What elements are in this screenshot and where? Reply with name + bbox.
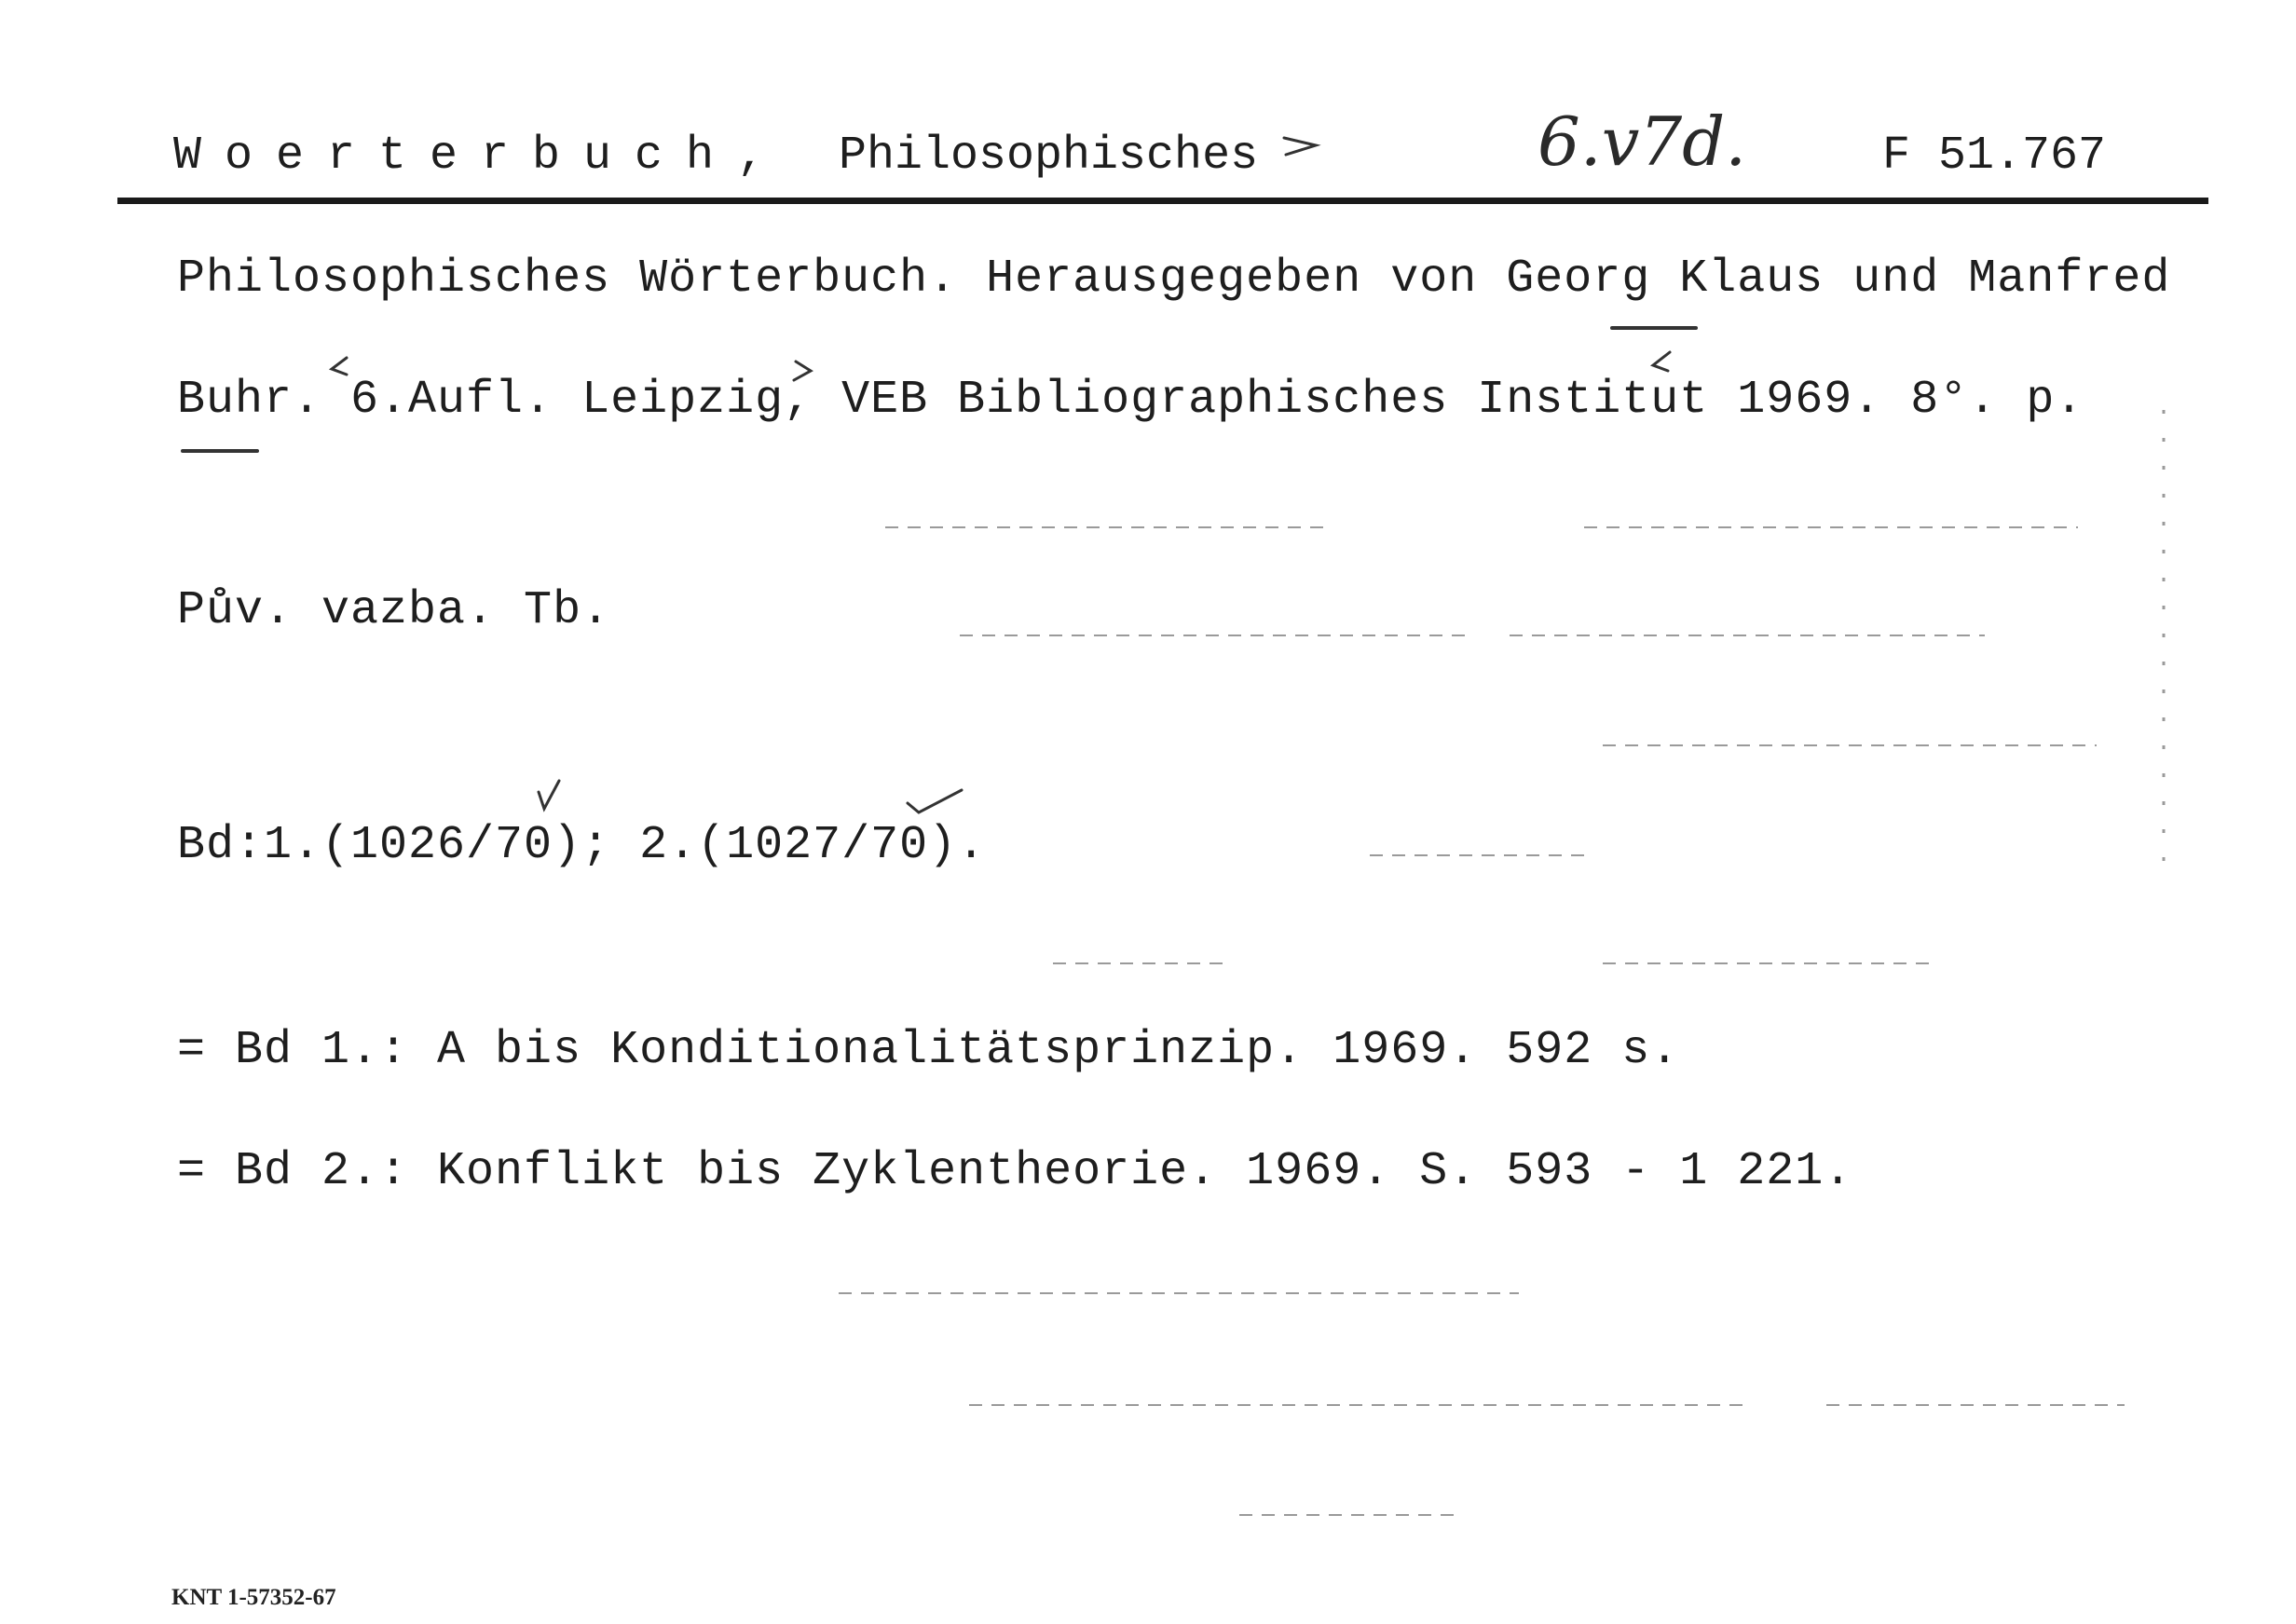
volume-2-description: = Bd 2.: Konflikt bis Zyklentheorie. 1969. S. 593 - 1 221. [177, 1145, 1853, 1198]
header-rule [117, 198, 2208, 204]
card-print-code: KNT 1-57352-67 [171, 1585, 336, 1610]
call-number: F 51.767 [1882, 130, 2107, 183]
heading-title-spaced: Woerterbuch, [173, 130, 789, 183]
heading-title-rest: Philosophisches [839, 130, 1259, 183]
entry-line-1: Philosophisches Wörterbuch. Herausgegeben von Georg Klaus und Manfred [177, 252, 2171, 306]
entry-line-2: Buhr. 6.Aufl. Leipzig, VEB Bibliographisches Institut 1969. 8°. p. [177, 374, 2084, 427]
volume-accession-numbers: Bd:1.(1026/70); 2.(1027/70). [177, 819, 987, 872]
binding-note: Pův. vazba. Tb. [177, 584, 611, 637]
handwritten-note: 6.v7d. [1538, 102, 1747, 181]
volume-1-description: = Bd 1.: A bis Konditionalitätsprinzip. 1969. 592 s. [177, 1024, 1680, 1077]
